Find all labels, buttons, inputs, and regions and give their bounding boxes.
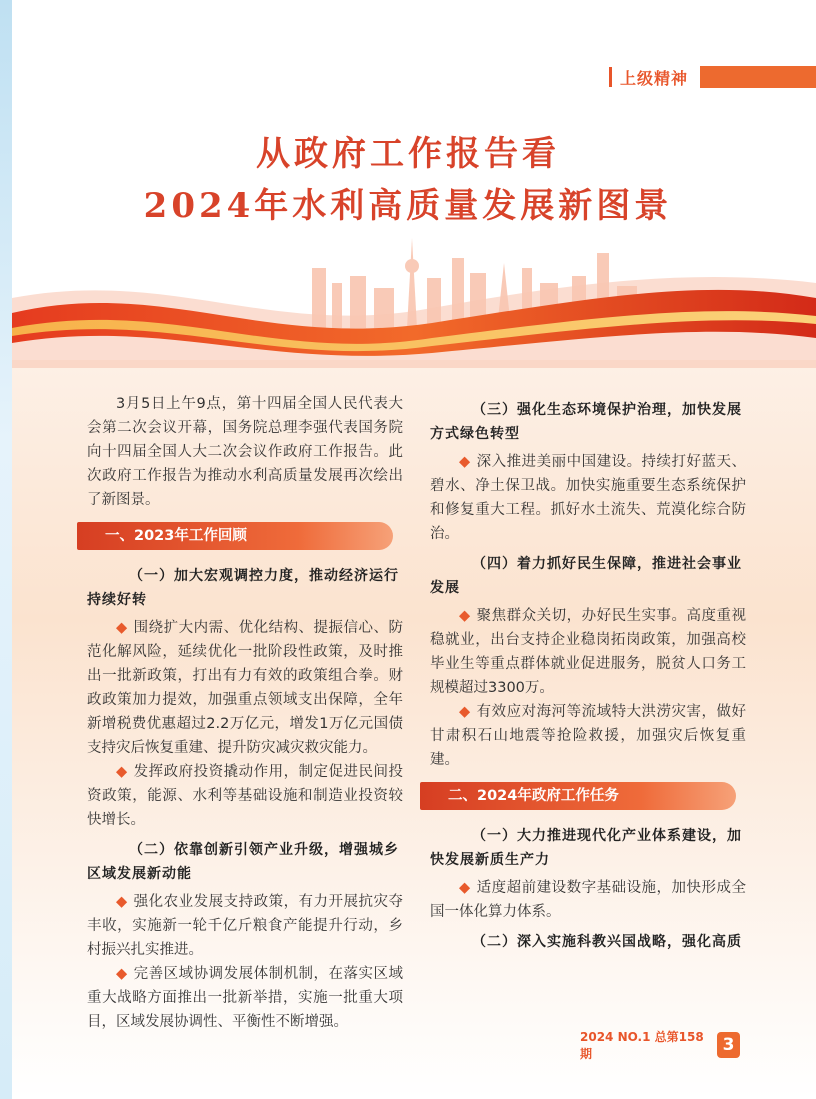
- section-tag: [609, 66, 816, 88]
- bullet-paragraph: ◆ 聚焦群众关切，办好民生实事。高度重视稳就业，出台支持企业稳岗拓岗政策，加强高校毕业生等重点群体就业促进服务，脱贫人口务工规模超过3300万。: [430, 608, 747, 696]
- bullet-paragraph: ◆ 强化农业发展支持政策，有力开展抗灾夺丰收，实施新一轮千亿斤粮食产能提升行动，乡村振兴扎实推进。: [87, 894, 404, 958]
- subheading: （三）强化生态环境保护治理，加快发展方式绿色转型: [430, 402, 742, 442]
- subheading: （四）着力抓好民生保障，推进社会事业发展: [430, 556, 742, 596]
- subheading: （一）加大宏观调控力度，推动经济运行持续好转: [87, 568, 399, 608]
- subheading: （二）依靠创新引领产业升级，增强城乡区域发展新动能: [87, 842, 399, 882]
- page-title-line2: 2024年水利高质量发展新图景: [143, 186, 673, 226]
- page-number: 3: [717, 1032, 740, 1058]
- bullet-paragraph: ◆ 有效应对海河等流域特大洪涝灾害，做好甘肃积石山地震等抢险救援，加强灾后恢复重建。: [430, 704, 747, 768]
- left-column: [87, 392, 403, 1034]
- right-column: [430, 392, 746, 958]
- banner-illustration: [12, 228, 816, 368]
- section2-heading: 二、2024年政府工作任务: [420, 782, 736, 810]
- bullet-paragraph: ◆ 发挥政府投资撬动作用，制定促进民间投资政策，能源、水利等基础设施和制造业投资较快增长。: [87, 764, 404, 828]
- diamond-bullet-icon: ◆: [459, 704, 471, 720]
- bullet-paragraph: ◆ 围绕扩大内需、优化结构、提振信心、防范化解风险，延续优化一批阶段性政策，及时推出一批新政策，打出有力有效的政策组合拳。财政政策加力提效，加强重点领域支出保障，全年新增税费优惠超过2.2万亿元，增发1万亿元国债支持灾后恢复重建、提升防灾减灾救灾能力。: [87, 620, 404, 756]
- issue-label: 2024 NO.1 总第158期: [580, 1030, 704, 1061]
- tag-fill-bar: [700, 66, 816, 88]
- page-title-line1: 从政府工作报告看: [256, 134, 560, 174]
- bullet-paragraph: ◆ 完善区域协调发展体制机制，在落实区域重大战略方面推出一批新举措，实施一批重大项目，区域发展协调性、平衡性不断增强。: [87, 966, 404, 1030]
- subheading: （一）大力推进现代化产业体系建设，加快发展新质生产力: [430, 828, 742, 868]
- page-footer: [580, 1030, 740, 1061]
- diamond-bullet-icon: ◆: [459, 454, 471, 470]
- diamond-bullet-icon: ◆: [459, 608, 471, 624]
- intro-paragraph: 3月5日上午9点，第十四届全国人民代表大会第二次会议开幕，国务院总理李强代表国务院向十四届全国人大二次会议作政府工作报告。此次政府工作报告为推动水利高质量发展再次绘出了新图景。: [87, 396, 403, 508]
- subheading: （二）深入实施科教兴国战略，强化高质: [472, 934, 742, 950]
- diamond-bullet-icon: ◆: [116, 966, 128, 982]
- section-tag-label: 上级精神: [620, 68, 689, 88]
- bullet-paragraph: ◆ 深入推进美丽中国建设。持续打好蓝天、碧水、净土保卫战。加快实施重要生态系统保护和修复重大工程。抓好水土流失、荒漠化综合防治。: [430, 454, 747, 542]
- diamond-bullet-icon: ◆: [116, 894, 128, 910]
- diamond-bullet-icon: ◆: [116, 764, 128, 780]
- diamond-bullet-icon: ◆: [116, 620, 128, 636]
- bullet-paragraph: ◆ 适度超前建设数字基础设施，加快形成全国一体化算力体系。: [430, 880, 747, 920]
- tag-bar: [609, 67, 612, 87]
- diamond-bullet-icon: ◆: [459, 880, 471, 896]
- section1-heading: 一、2023年工作回顾: [77, 522, 393, 550]
